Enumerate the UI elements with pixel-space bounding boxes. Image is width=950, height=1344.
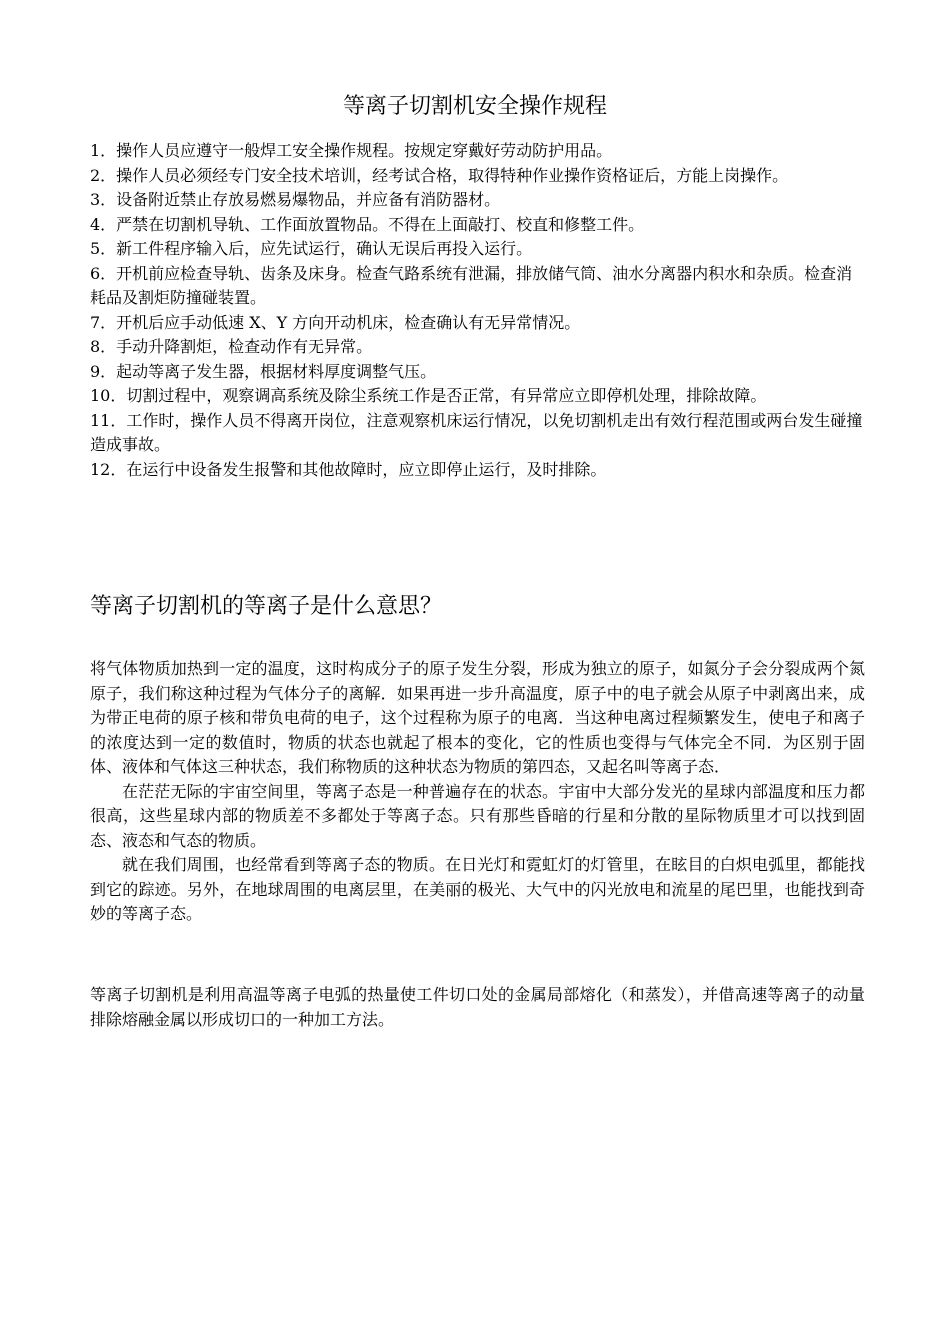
cutting-definition (90, 983, 865, 1032)
rule-item: 9．起动等离子发生器，根据材料厚度调整气压。 (90, 361, 437, 381)
safety-rules-list (90, 139, 865, 482)
document-title: 等离子切割机安全操作规程 (342, 94, 607, 119)
section-heading: 等离子切割机的等离子是什么意思？ (90, 594, 443, 619)
rule-item: 4．严禁在切割机导轨、工作面放置物品。不得在上面敲打、校直和修整工件。 (90, 214, 645, 234)
rule-item: 12．在运行中设备发生报警和其他故障时，应立即停止运行，及时排除。 (90, 459, 607, 479)
rule-item: 1．操作人员应遵守一般焊工安全操作规程。按规定穿戴好劳动防护用品。 (90, 141, 613, 160)
paragraph: 将气体物质加热到一定的温度，这时构成分子的原子发生分裂，形成为独立的原子，如氮分子会分裂成两个氮原子，我们称这种过程为气体分子的离解．如果再进一步升高温度，原子中的电子就会从原子中剥离出来，成为带正电荷的原子核和带负电荷的电子，这个过程称为原子的电离．当这种电离过程频繁发生，使电子和离子的浓度达到一定的数值时，物质的状态也就起了根本的变化，它的性质也变得与气体完全不同．为区别于固体、液体和气体这三种状态，我们称物质的这种状态为物质的第四态，又起名叫等离子态． (90, 659, 865, 776)
paragraph: 在茫茫无际的宇宙空间里，等离子态是一种普遍存在的状态。宇宙中大部分发光的星球内部温度和压力都很高，这些星球内部的物质差不多都处于等离子态。只有那些昏暗的行星和分散的星际物质里才可以找到固态、液态和气态的物质。 (90, 781, 865, 850)
rule-item: 3．设备附近禁止存放易燃易爆物品，并应备有消防器材。 (90, 190, 501, 209)
rule-item: 10．切割过程中，观察调高系统及除尘系统工作是否正常，有异常应立即停机处理，排除故障。 (90, 386, 767, 405)
rule-item: 2．操作人员必须经专门安全技术培训，经考试合格，取得特种作业操作资格证后，方能上岗操作。 (90, 165, 789, 185)
rule-item: 7．开机后应手动低速 X、Y 方向开动机床，检查确认有无异常情况。 (90, 312, 581, 332)
plasma-explanation (90, 657, 865, 927)
paragraph: 等离子切割机是利用高温等离子电弧的热量使工件切口处的金属局部熔化（和蒸发），并借高速等离子的动量排除熔融金属以形成切口的一种加工方法。 (90, 985, 865, 1029)
rule-item: 6．开机前应检查导轨、齿条及床身。检查气路系统有泄漏，排放储气筒、油水分离器内积水和杂质。检查消耗品及割炬防撞碰装置。 (90, 263, 853, 307)
paragraph: 就在我们周围，也经常看到等离子态的物质。在日光灯和霓虹灯的灯管里，在眩目的白炽电弧里，都能找到它的踪迹。另外，在地球周围的电离层里，在美丽的极光、大气中的闪光放电和流星的尾巴里，也能找到奇妙的等离子态。 (90, 855, 865, 923)
rule-item: 5．新工件程序输入后，应先试运行，确认无误后再投入运行。 (90, 239, 533, 258)
rule-item: 11．工作时，操作人员不得离开岗位，注意观察机床运行情况，以免切割机走出有效行程范围或两台发生碰撞造成事故。 (90, 410, 863, 454)
rule-item: 8．手动升降割炬，检查动作有无异常。 (90, 337, 373, 356)
